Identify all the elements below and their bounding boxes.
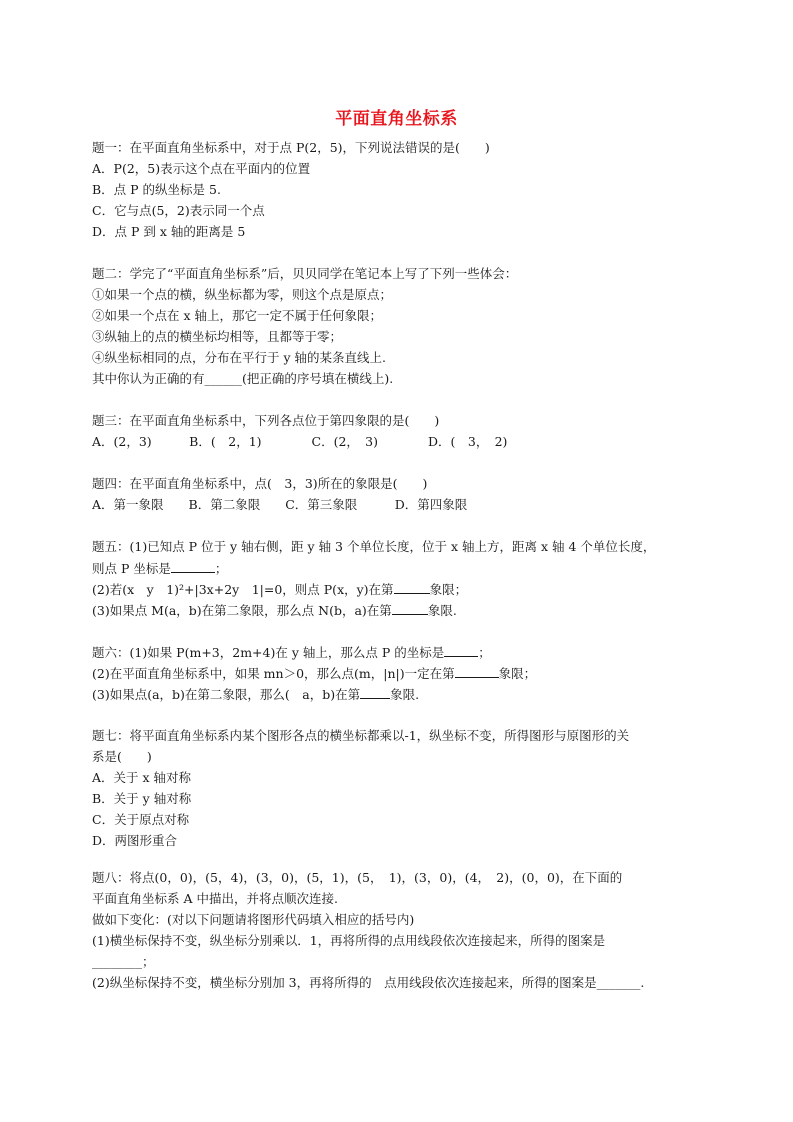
- sub-question-tail: 象限；: [429, 582, 468, 597]
- statement-2: ②如果一个点在 x 轴上，那它一定不属于任何象限；: [92, 308, 382, 323]
- sub-question-text: 题六：(1)如果 P(m+3，2m+4)在 y 轴上，那么点 P 的坐标是: [92, 645, 445, 660]
- sub-question-3: [92, 686, 419, 703]
- answer-prompt: 其中你认为正确的有______(把正确的序号填在横线上).: [92, 371, 394, 386]
- sub-question-1: [92, 560, 227, 577]
- option-b: B．点 P 的纵坐标是 5.: [92, 182, 221, 197]
- question-stem: 题三：在平面直角坐标系中，下列各点位于第四象限的是( ): [92, 413, 440, 428]
- options-row: A．第一象限 B．第二象限 C．第三象限 D．第四象限: [92, 497, 468, 512]
- option-b: B．关于 y 轴对称: [92, 791, 192, 806]
- sub-question-text: (2)在平面直角坐标系中，如果 mn＞0，那么点(m，|n|)一定在第: [92, 666, 455, 681]
- sub-question-text: 则点 P 坐标是: [92, 561, 171, 576]
- sub-question-text: (3)如果点 M(a，b)在第二象限，那么点 N(b，a)在第: [92, 603, 392, 618]
- sub-question-1: [92, 644, 491, 661]
- question-stem: 题四：在平面直角坐标系中，点( 3，3)所在的象限是( ): [92, 476, 428, 491]
- answer-blank[interactable]: [171, 560, 215, 573]
- options-row: A．(2，3) B．( 2，1) C．(2， 3) D．( 3， 2): [92, 434, 508, 449]
- sub-question-text: (3)如果点(a，b)在第二象限，那么( a，b)在第: [92, 687, 361, 702]
- option-d: D．两图形重合: [92, 833, 178, 848]
- sub-question-3: [92, 602, 457, 619]
- answer-blank[interactable]: [394, 581, 430, 594]
- answer-blank[interactable]: [360, 686, 390, 699]
- sub-question-tail: ；: [214, 561, 228, 576]
- option-a: A．关于 x 轴对称: [92, 770, 192, 785]
- sub-question-2: [92, 665, 536, 682]
- question-stem: 题七：将平面直角坐标系内某个图形各点的横坐标都乘以-1，纵坐标不变，所得图形与原图形的关: [92, 728, 630, 743]
- answer-blank[interactable]: [392, 602, 428, 615]
- sub-question-tail: 象限.: [427, 603, 457, 618]
- statement-1: ①如果一个点的横，纵坐标都为零，则这个点是原点；: [92, 287, 393, 302]
- statement-3: ③纵轴上的点的横坐标均相等，且都等于零；: [92, 329, 343, 344]
- question-stem-cont: 平面直角坐标系 A 中描出，并将点顺次连接.: [92, 891, 338, 906]
- option-d: D．点 P 到 x 轴的距离是 5: [92, 224, 246, 239]
- statement-4: ④纵坐标相同的点，分布在平行于 y 轴的某条直线上.: [92, 350, 386, 365]
- option-c: C．它与点(5，2)表示同一个点: [92, 203, 265, 218]
- question-stem-cont: 系是( ): [92, 749, 152, 764]
- sub-question-tail: 象限；: [498, 666, 537, 681]
- instruction: 做如下变化：(对以下问题请将图形代码填入相应的括号内): [92, 912, 415, 927]
- option-a: A．P(2，5)表示这个点在平面内的位置: [92, 161, 311, 176]
- question-stem: 题八：将点(0，0)，(5，4)，(3，0)，(5，1)，(5， 1)，(3，0)，(4， 2)，(0，0)，在下面的: [92, 870, 623, 885]
- question-stem: 题二：学完了“平面直角坐标系”后，贝贝同学在笔记本上写了下列一些体会：: [92, 266, 518, 281]
- sub-question-1: (1)横坐标保持不变，纵坐标分别乘以．1，再将所得的点用线段依次连接起来，所得的图案是: [92, 933, 606, 948]
- sub-question-tail: 象限.: [390, 687, 420, 702]
- sub-question-2: [92, 581, 467, 598]
- question-stem: 题五：(1)已知点 P 位于 y 轴右侧，距 y 轴 3 个单位长度，位于 x 轴上方，距离 x 轴 4 个单位长度，: [92, 539, 656, 554]
- page-title: 平面直角坐标系: [335, 109, 458, 129]
- sub-question-text: (2)若(x y 1)²+|3x+2y 1|=0，则点 P(x，y)在第: [92, 582, 394, 597]
- option-c: C．关于原点对称: [92, 812, 190, 827]
- sub-question-1-blank[interactable]: ________；: [92, 954, 155, 969]
- sub-question-2: (2)纵坐标保持不变，横坐标分别加 3，再将所得的 点用线段依次连接起来，所得的图案是_______.: [92, 975, 645, 990]
- answer-blank[interactable]: [455, 665, 499, 678]
- sub-question-tail: ；: [478, 645, 491, 660]
- question-stem: 题一：在平面直角坐标系中，对于点 P(2，5)，下列说法错误的是( ): [92, 140, 490, 155]
- answer-blank[interactable]: [444, 644, 478, 657]
